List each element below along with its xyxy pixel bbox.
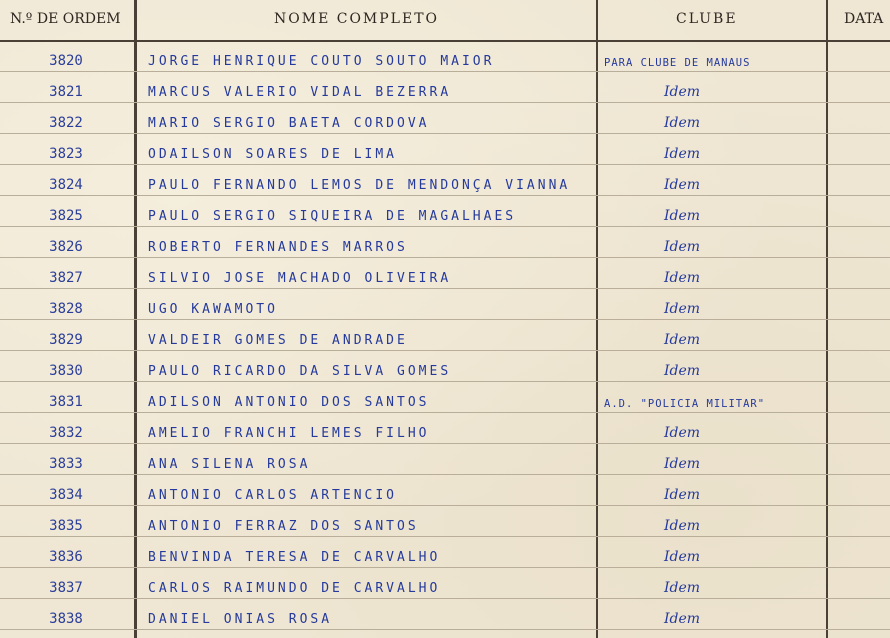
entry-number: 3835	[49, 518, 83, 534]
ledger-row	[0, 567, 890, 599]
member-full-name: ROBERTO FERNANDES MARROS	[148, 240, 408, 255]
entry-number: 3821	[49, 84, 83, 100]
entry-number: 3834	[49, 487, 83, 503]
member-club: Idem	[664, 208, 701, 224]
ledger-row	[0, 505, 890, 537]
entry-number: 3825	[49, 208, 83, 224]
ledger-row	[0, 443, 890, 475]
member-full-name: UGO KAWAMOTO	[148, 302, 278, 317]
ledger-row	[0, 226, 890, 258]
entry-number: 3832	[49, 425, 83, 441]
member-full-name: ADILSON ANTONIO DOS SANTOS	[148, 395, 430, 410]
header-nome: NOME COMPLETO	[274, 11, 440, 27]
member-full-name: ODAILSON SOARES DE LIMA	[148, 147, 398, 162]
ledger-row	[0, 102, 890, 134]
entry-number: 3838	[49, 611, 83, 627]
member-full-name: JORGE HENRIQUE COUTO SOUTO MAIOR	[148, 54, 495, 69]
ledger-row	[0, 536, 890, 568]
ledger-row	[0, 381, 890, 413]
entry-number: 3833	[49, 456, 83, 472]
entry-number: 3837	[49, 580, 83, 596]
member-club: A.D. "POLICIA MILITAR"	[604, 398, 766, 410]
member-club: Idem	[664, 146, 701, 162]
member-full-name: DANIEL ONIAS ROSA	[148, 612, 333, 627]
member-full-name: PAULO SERGIO SIQUEIRA DE MAGALHAES	[148, 209, 517, 224]
entry-number: 3827	[49, 270, 83, 286]
entry-number: 3831	[49, 394, 83, 410]
ledger-row	[0, 40, 890, 72]
member-club: Idem	[664, 363, 701, 379]
entry-number: 3826	[49, 239, 83, 255]
member-club: Idem	[664, 177, 701, 193]
ledger-row	[0, 164, 890, 196]
member-club: Idem	[664, 487, 701, 503]
member-full-name: PAULO FERNANDO LEMOS DE MENDONÇA VIANNA	[148, 178, 571, 193]
member-full-name: VALDEIR GOMES DE ANDRADE	[148, 333, 408, 348]
member-full-name: PAULO RICARDO DA SILVA GOMES	[148, 364, 452, 379]
member-club: Idem	[664, 611, 701, 627]
member-club: Idem	[664, 425, 701, 441]
member-club: Idem	[664, 270, 701, 286]
ledger-row	[0, 350, 890, 382]
member-full-name: BENVINDA TERESA DE CARVALHO	[148, 550, 441, 565]
ledger-row	[0, 319, 890, 351]
entry-number: 3828	[49, 301, 83, 317]
header-data: DATA	[844, 11, 884, 27]
member-club: Idem	[664, 301, 701, 317]
ledger-row	[0, 474, 890, 506]
header-ordem: N.º DE ORDEM	[10, 11, 121, 27]
member-full-name: AMELIO FRANCHI LEMES FILHO	[148, 426, 430, 441]
ledger-row	[0, 257, 890, 289]
member-full-name: ANTONIO FERRAZ DOS SANTOS	[148, 519, 419, 534]
ledger-row	[0, 133, 890, 165]
entry-number: 3823	[49, 146, 83, 162]
member-full-name: ANTONIO CARLOS ARTENCIO	[148, 488, 398, 503]
member-club: Idem	[664, 84, 701, 100]
member-club: PARA CLUBE DE MANAUS	[604, 57, 751, 69]
ledger-row	[0, 71, 890, 103]
member-full-name: MARIO SERGIO BAETA CORDOVA	[148, 116, 430, 131]
entry-number: 3820	[49, 53, 83, 69]
ledger-row	[0, 195, 890, 227]
member-club: Idem	[664, 115, 701, 131]
member-club: Idem	[664, 549, 701, 565]
member-club: Idem	[664, 239, 701, 255]
entry-number: 3830	[49, 363, 83, 379]
ledger-row	[0, 598, 890, 630]
entry-number: 3836	[49, 549, 83, 565]
member-full-name: MARCUS VALERIO VIDAL BEZERRA	[148, 85, 452, 100]
entry-number: 3829	[49, 332, 83, 348]
ledger-row	[0, 412, 890, 444]
member-full-name: CARLOS RAIMUNDO DE CARVALHO	[148, 581, 441, 596]
header-clube: CLUBE	[676, 11, 738, 27]
member-full-name: SILVIO JOSE MACHADO OLIVEIRA	[148, 271, 452, 286]
member-club: Idem	[664, 456, 701, 472]
entry-number: 3824	[49, 177, 83, 193]
ledger-row	[0, 288, 890, 320]
member-club: Idem	[664, 518, 701, 534]
member-full-name: ANA SILENA ROSA	[148, 457, 311, 472]
member-club: Idem	[664, 332, 701, 348]
entry-number: 3822	[49, 115, 83, 131]
member-club: Idem	[664, 580, 701, 596]
